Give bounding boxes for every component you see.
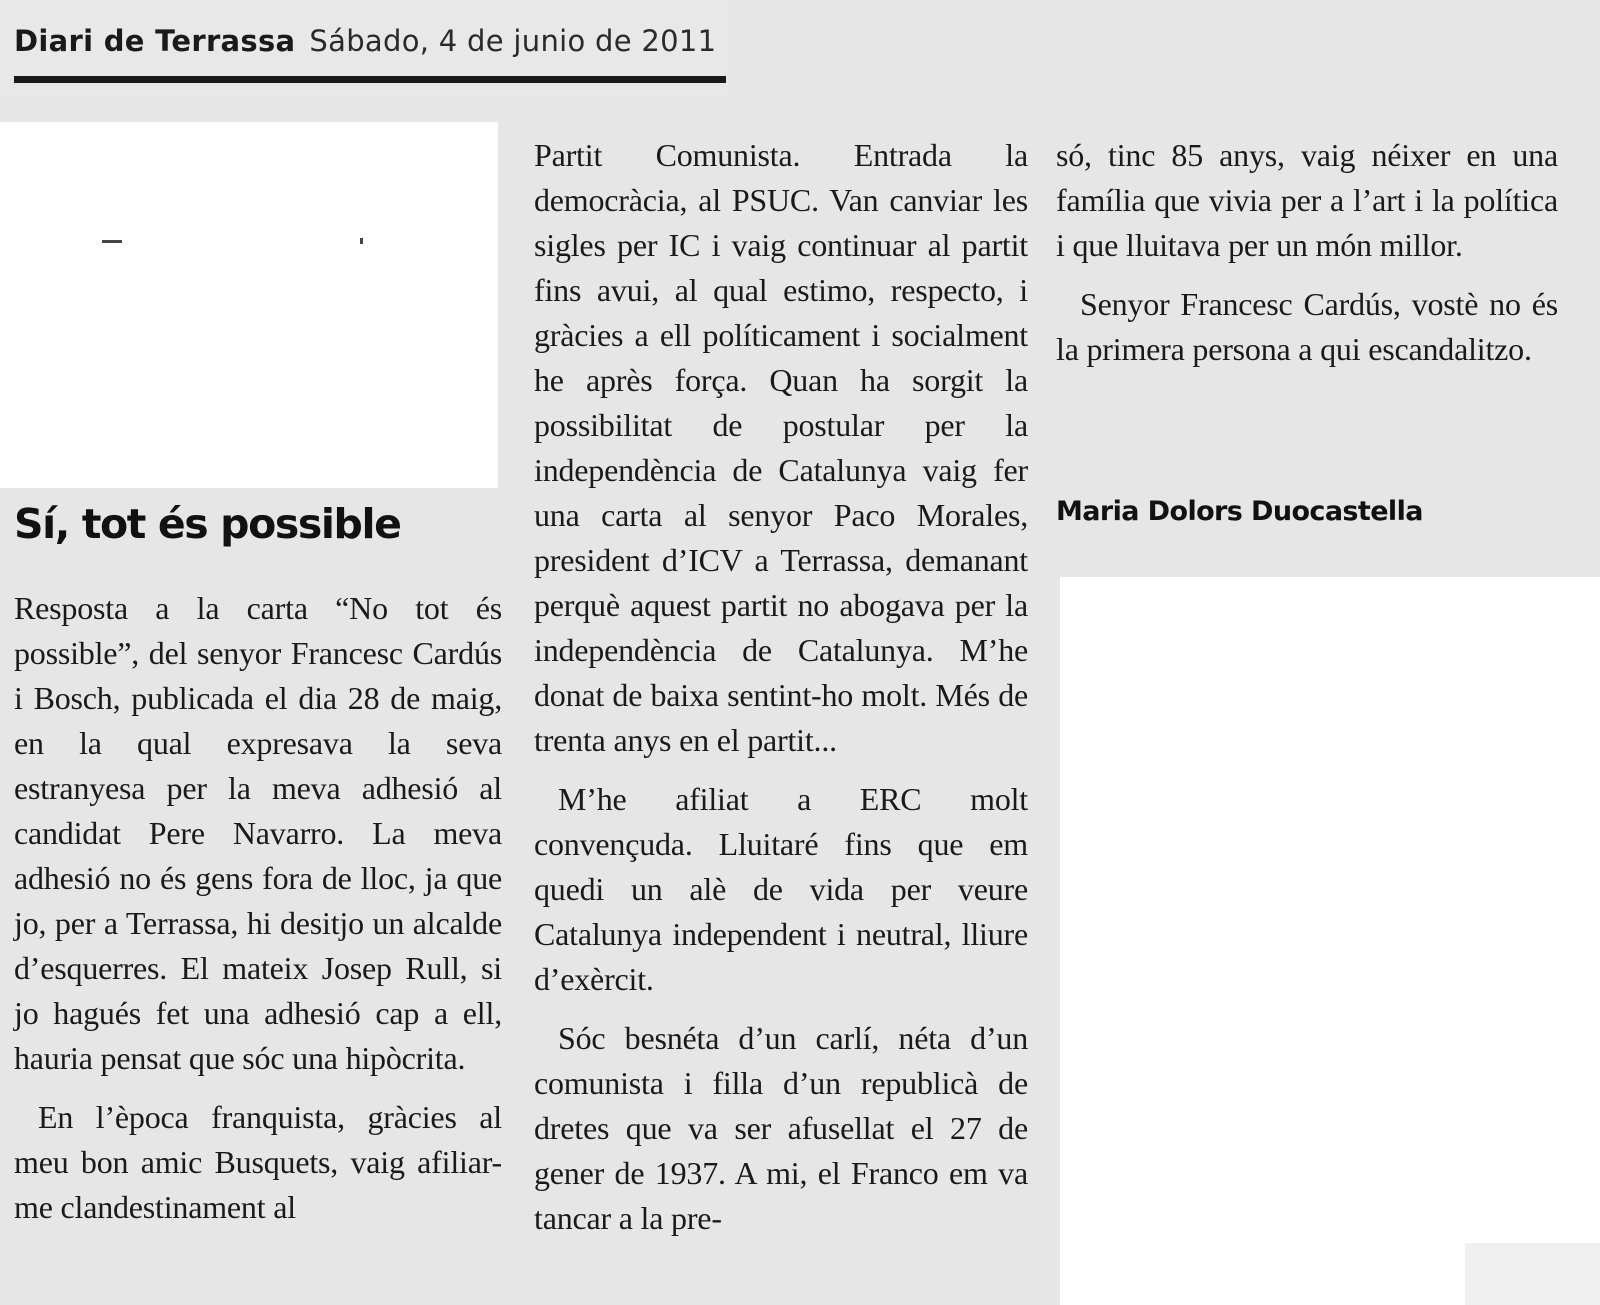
masthead-rule — [14, 76, 726, 83]
issue-date: Sábado, 4 de junio de 2011 — [309, 24, 717, 58]
masthead — [0, 0, 728, 96]
article-column-2 — [534, 133, 1028, 1241]
paragraph: Resposta a la carta “No tot és possible”, del senyor Francesc Cardús i Bosch, publicada el dia 28 de maig, en la qual expresava la seva estranyesa per la meva adhesió al candidat Pere Navarro. La meva adhesió no és gens fora de lloc, ja que jo, per a Terrassa, hi desitjo un alcalde d’esquerres. El mateix Josep Rull, si jo hagués fet una adhesió cap a ell, hauria pensat que sóc una hipòcrita. — [14, 590, 502, 1076]
blank-corner — [1465, 1243, 1600, 1305]
paragraph: só, tinc 85 anys, vaig néixer en una família que vivia per a l’art i la política i que lluitava per un món millor. — [1056, 137, 1558, 263]
blank-photo-area — [0, 122, 498, 488]
paragraph: Partit Comunista. Entrada la democràcia, al PSUC. Van canviar les sigles per IC i vaig continuar al partit fins avui, al qual estimo, respecto, i gràcies a ell políticament i socialment he après força. Quan ha sorgit la possibilitat de postular per la independència de Catalunya vaig fer una carta al senyor Paco Morales, president d’ICV a Terrassa, demanant perquè aquest partit no abogava per la independència de Catalunya. M’he donat de baixa sentint-ho molt. Més de trenta anys en el partit... — [534, 137, 1028, 758]
masthead-line — [14, 24, 716, 58]
paragraph: M’he afiliat a ERC molt convençuda. Lluitaré fins que em quedi un alè de vida per veure Catalunya independent i neutral, lliure d’exèrcit. — [534, 781, 1028, 997]
print-speck — [360, 238, 363, 244]
paragraph: En l’època franquista, gràcies al meu bon amic Busquets, vaig afiliar-me clandestinament al — [14, 1099, 502, 1225]
author-signature: Maria Dolors Duocastella — [1056, 496, 1423, 527]
article-column-1 — [14, 586, 502, 1230]
print-speck — [102, 240, 122, 243]
newspaper-name: Diari de Terrassa — [14, 24, 296, 58]
blank-area-right — [1060, 577, 1600, 1305]
article-column-3 — [1056, 133, 1558, 372]
paragraph: Senyor Francesc Cardús, vostè no és la primera persona a qui escandalitzo. — [1056, 286, 1558, 367]
paragraph: Sóc besnéta d’un carlí, néta d’un comunista i filla d’un republicà de dretes que va ser afusellat el 27 de gener de 1937. A mi, el Franco em va tancar a la pre- — [534, 1020, 1028, 1236]
article-headline: Sí, tot és possible — [14, 500, 401, 548]
